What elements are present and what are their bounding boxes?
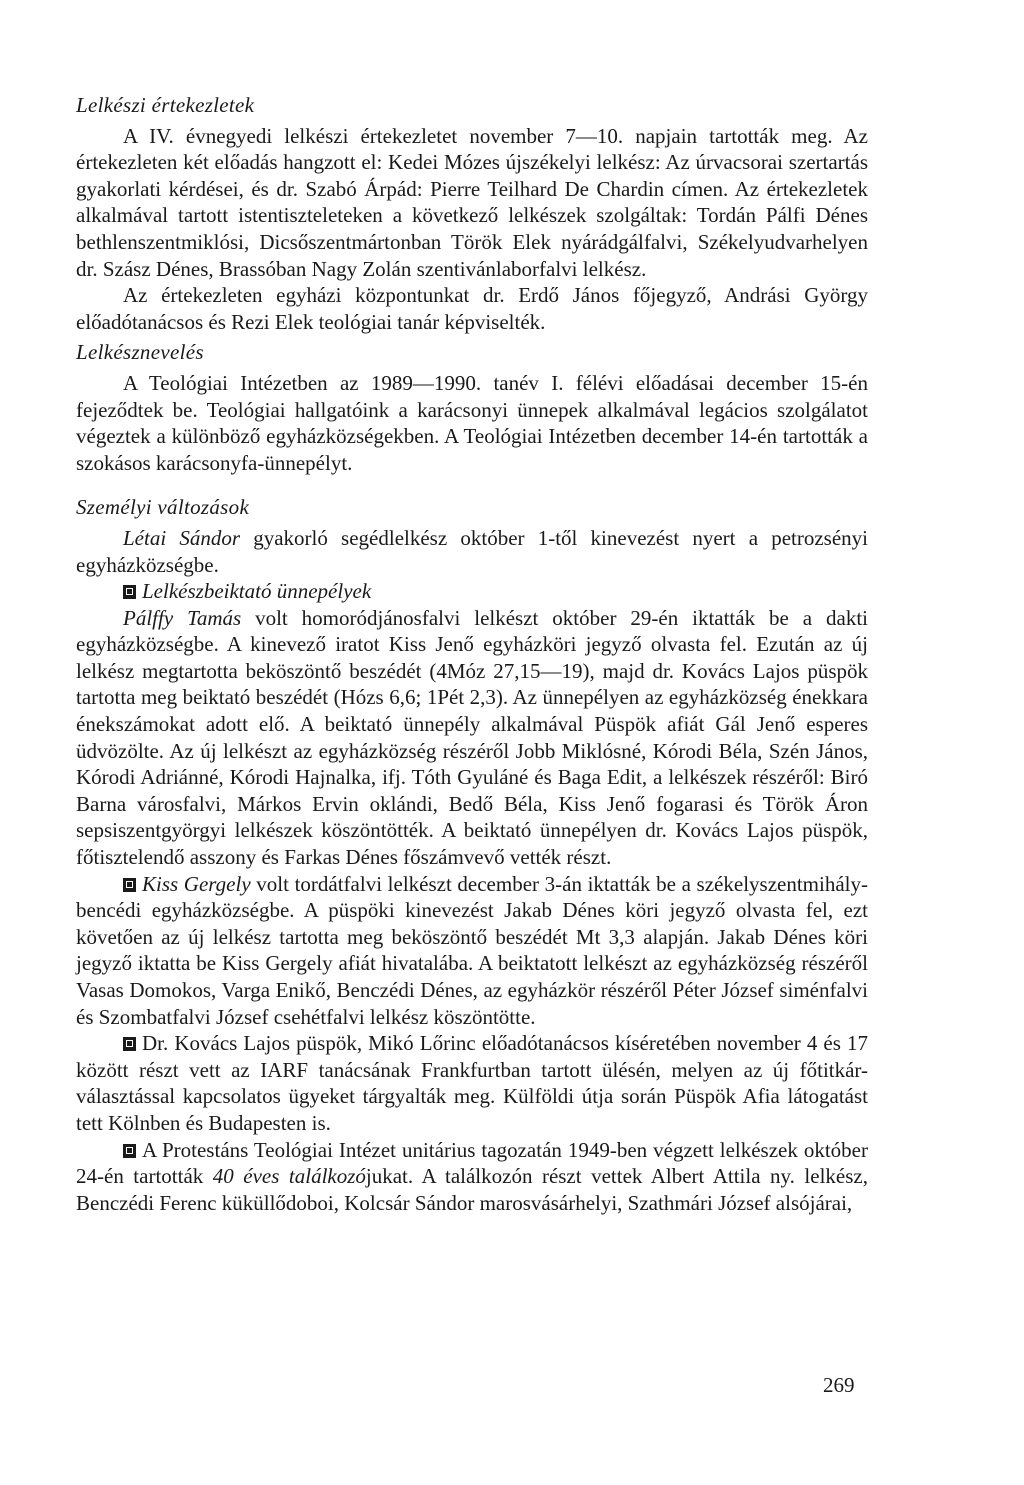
italic-phrase: 40 éves találkozó xyxy=(212,1164,366,1189)
paragraph xyxy=(76,605,868,871)
section-heading-lelkesznevels: Lelkésznevelés xyxy=(76,340,204,365)
section-heading-lelkeszi-ertekezletek: Lelkészi értekezletek xyxy=(76,93,255,117)
paragraph-text: A Protestáns Teológiai Intézet unitárius tagozatán 1949-ben végzett lelkészek október 24-én tartották xyxy=(76,1137,868,1189)
section-heading-szemelyi-valtozasok: Személyi változások xyxy=(76,495,250,520)
square-bullet-icon xyxy=(123,1037,136,1051)
square-bullet-icon xyxy=(123,585,136,599)
paragraph-text: Dr. Kovács Lajos püspök, Mikó Lőrinc előadótanácsos kíséretében november 4 és 17 között részt vett az IARF tanácsának Frankfurtban tartott ülésén, melyen az új főtitkár-választással kapcsolatos ügyeket tárgyalták meg. Külföldi útja során Püspök Afia látogatást tett Kölnben és Budapesten is. xyxy=(76,1031,868,1135)
page-number: 269 xyxy=(823,1373,855,1397)
paragraph-text: volt homoródjánosfalvi lelkészt október 29-én iktatták be a dakti egyházközségbe. A kinevező iratot Kiss Jenő egyházköri jegyző olvasta fel. Ezután az új lelkész megtartotta beköszöntő beszédét (4Móz 27,15—19), majd dr. Kovács Lajos püspök tartotta meg beiktató beszédét (Hózs 6,6; 1Pét 2,3). Az ünnepélyen az egyházközség énekkara énekszámokat adott elő. A beiktató ünnepély alkalmával Püspök afiát Gál Jenő esperes üdvözölte. Az új lelkészt az egyházközség részéről Jobb Miklósné, Kórodi Béla, Szén János, Kórodi Adriánné, Kórodi Hajnalka, ifj. Tóth Gyuláné és Baga Edit, a lelkészek részéről: Biró Barna városfalvi, Márkos Ervin oklándi, Bedő Béla, Kiss Jenő fogarasi és Török Áron sepsiszentgyörgyi lelkészek köszöntötték. A beiktató ünnepélyen dr. Kovács Lajos püspök, főtisztelendő asszony és Farkas Dénes főszámvevő vették részt. xyxy=(76,605,868,870)
paragraph: A IV. évnegyedi lelkészi értekezletet november 7—10. napjain tartották meg. Az értekezleten két előadás hangzott el: Kedei Mózes újszékelyi lelkész: Az úrvacsorai szertartás gyakorlati kérdései, és dr. Szabó Árpád: Pierre Teilhard De Chardin címen. Az értekezletek alkalmával tartott istentiszteleteken a következő lelkészek szolgáltak: Tordán Pálfi Dénes bethlenszentmiklósi, Dicsőszentmártonban Török Elek nyárádgálfalvi, Székelyudvarhelyen dr. Szász Dénes, Brassóban Nagy Zolán szentivánlaborfalvi lelkész. xyxy=(76,123,868,281)
person-name: Létai Sándor xyxy=(123,525,241,550)
paragraph xyxy=(76,1030,868,1136)
square-bullet-icon xyxy=(123,878,136,892)
paragraph: A Teológiai Intézetben az 1989—1990. tanév I. félévi előadásai december 15-én fejeződtek be. Teológiai hallgatóink a karácsonyi ünnepek alkalmával legácios szolgálatot végeztek a különböző egyházközségekben. A Teológiai Intézetben december 14-én tartották a szokásos karácsonyfa-ünnepélyt. xyxy=(76,370,868,475)
paragraph xyxy=(76,525,868,578)
paragraph xyxy=(76,1137,868,1217)
subheading-paragraph xyxy=(76,578,868,605)
paragraph xyxy=(76,871,868,1031)
page-content xyxy=(76,92,868,1216)
paragraph-text: jukat. A találkozón részt vettek Albert Attila ny. lelkész, Benczédi Ferenc küküllődoboi, Kolcsár Sándor marosvásárhelyi, Szathmári József alsójárai, xyxy=(76,1164,868,1215)
paragraph-text: gyakorló segédlelkész október 1-től kinevezést nyert a petrozsényi egyházközségbe. xyxy=(76,525,868,577)
square-bullet-icon xyxy=(123,1144,136,1158)
paragraph: Az értekezleten egyházi központunkat dr. Erdő János főjegyző, Andrási György előadótanácsos és Rezi Elek teológiai tanár képviselték. xyxy=(76,283,868,334)
person-name: Kiss Gergely xyxy=(142,871,251,896)
subheading-lelkeszbeiktato-unnepelyek: Lelkészbeiktató ünnepélyek xyxy=(142,579,372,604)
paragraph-text: volt tordátfalvi lelkészt december 3-án iktatták be a székelyszentmihály-bencédi egyházközségbe. A püspöki kinevezést Jakab Dénes köri jegyző olvasta fel, ezt követően az új lelkész tartotta meg beköszöntő beszédét Mt 3,3 alapján. Jakab Dénes köri jegyző iktatta be Kiss Gergely afiát hivatalába. A beiktatott lelkészt az egyházközség részéről Vasas Domokos, Varga Enikő, Benczédi Dénes, az egyházkör részéről Péter József siménfalvi és Szombatfalvi József csehétfalvi lelkész köszöntötte. xyxy=(76,871,868,1029)
person-name: Pálffy Tamás xyxy=(123,605,242,630)
